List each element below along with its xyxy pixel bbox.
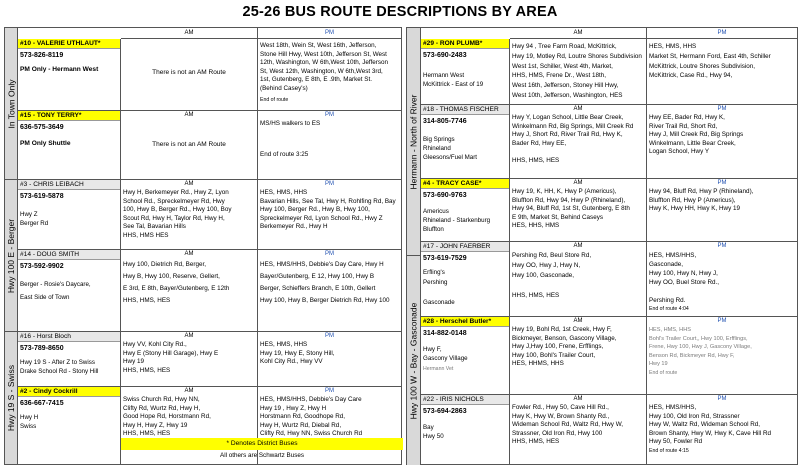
pm-column-header: PM bbox=[258, 28, 401, 39]
route-area: Americus Rhineland - Starkenburg Bluffton bbox=[423, 208, 491, 233]
am-subheader: AM bbox=[184, 112, 194, 118]
driver-name: #17 - JOHN FAERBER bbox=[421, 242, 509, 252]
route-row bbox=[18, 332, 401, 387]
driver-name: #18 - THOMAS FISCHER bbox=[421, 105, 509, 115]
am-route-text: Hwy H, Berkemeyer Rd., Hwy Z, Lyon School Rd., Spreckelmeyer Rd, Hwy 100, Hwy B, Berger Rd., Hwy 100, Boy Scout Rd, Hwy H, Taylor Rd, Hwy H, See Tal, Bavarian Hills HHS, HMS HES bbox=[123, 189, 232, 239]
pm-route-cell bbox=[647, 242, 797, 316]
driver-phone: 573-592-9902 bbox=[20, 263, 64, 270]
route-area: Erfling's Pershing Gasconade bbox=[423, 269, 455, 306]
pm-route-text: HES, HMS, HHS Bohl's Trailer Court,, Hwy 100, Erfflings, Frene, Hwy 100, Hwy J, Gascony Village, Benson Rd, Bickmeyer Rd, Hwy F, Hwy 19 bbox=[649, 327, 752, 368]
pm-route-text: West 18th, Wein St, West 16th, Jefferson, Stone Hill Hwy, West 10th, Jefferson St, West 12th, Washington, W 6th,West 10th, Jefferson St, West 12th, Washington, W 6th,West 3rd, 1st, Gutenberg, E 8th, E .9th, Market St. (Behind Casey's) bbox=[260, 42, 388, 92]
pm-subheader: PM bbox=[325, 112, 334, 118]
pm-subheader: PM bbox=[717, 396, 727, 402]
driver-cell bbox=[421, 179, 510, 241]
am-route-text: Swiss Church Rd, Hwy NN, Clifty Rd, Wurtz Rd, Hwy H, Good Hope Rd, Horstmann Rd, Hwy H, Hwy Z, Hwy 19 HHS, HMS, HES bbox=[123, 396, 211, 438]
route-row bbox=[421, 105, 797, 179]
driver-cell bbox=[18, 387, 121, 465]
route-row bbox=[421, 317, 797, 395]
driver-cell bbox=[18, 180, 121, 249]
am-subheader: AM bbox=[573, 243, 583, 249]
am-subheader: AM bbox=[184, 251, 194, 257]
group-hwy-19-s-swiss: Hwy 19 S - Swiss bbox=[5, 332, 18, 465]
pm-route-cell bbox=[258, 39, 401, 110]
driver-cell bbox=[18, 332, 121, 386]
driver-phone: 573-619-7529 bbox=[423, 255, 467, 262]
group-hwy-100-w-bay-gasconade: Hwy 100 W - Bay - Gasconade bbox=[407, 256, 421, 465]
am-route-text: Hwy 19, Bohl Rd, 1st Creek, Hwy F, Bickmeyer, Benson, Gascony Village, Hwy J,Hwy 100, Frene, Erfflings, Hwy 100, Bohl's Trailer Court, HES, HHMS, HHS bbox=[512, 326, 617, 368]
pm-route-text: HES, HMS, HHS Market St, Hermann Ford, East 4th, Schiller McKittrick, Loutre Shores Subdivision, McKittrick, Case Rd., Hwy 94, bbox=[649, 43, 771, 80]
end-of-route-note: End of route bbox=[649, 369, 678, 376]
route-area-note: Hermann Vet bbox=[423, 366, 454, 372]
am-route-text: Hwy 94 , Tree Farm Road, McKittrick, Hwy 19, Motley Rd, Loutre Shores Subdivision West 1st, Schiller, West 4th, Market, HHS, HMS, Frene Dr., West 18th, West 16th, Jefferson, Stoney Hill Hwy, West 10th, Jefferson, Washington, HES bbox=[512, 43, 642, 99]
driver-name: #14 - DOUG SMITH bbox=[18, 250, 120, 260]
driver-name: #22 - IRIS NICHOLS bbox=[421, 395, 509, 405]
am-column-header: AM bbox=[510, 28, 647, 39]
pm-route-cell bbox=[647, 317, 797, 394]
driver-phone: 573-690-2483 bbox=[423, 52, 467, 59]
route-area: Hwy F, Gascony Village bbox=[423, 346, 468, 362]
am-route-text: Pershing Rd, Beul Store Rd, Hwy OO, Hwy J, Hwy N, Hwy 100, Gasconade, HHS, HMS, HES bbox=[512, 252, 592, 299]
am-subheader: AM bbox=[184, 388, 194, 394]
pm-route-cell bbox=[647, 105, 797, 178]
am-route-text: There is not an AM Route bbox=[152, 141, 226, 148]
am-route-cell bbox=[510, 395, 647, 465]
pm-route-cell bbox=[647, 39, 797, 104]
pm-subheader: PM bbox=[325, 333, 334, 339]
end-of-route-note: End of route bbox=[260, 96, 289, 103]
driver-phone: 573-619-5878 bbox=[20, 193, 64, 200]
pm-route-text: Hwy EE, Bader Rd, Hwy K, River Trail Rd, Short Rd, Hwy J, Mill Creek Rd, Big Springs Winkelmann, Little Bear Creek, Logan School, Hwy Y bbox=[649, 114, 744, 156]
am-subheader: AM bbox=[573, 318, 583, 324]
driver-cell bbox=[421, 39, 510, 104]
driver-cell bbox=[421, 317, 510, 394]
driver-cell bbox=[421, 105, 510, 178]
am-route-cell bbox=[121, 111, 258, 179]
left-route-table bbox=[4, 27, 402, 465]
pm-route-text: MS/HS walkers to ES bbox=[260, 120, 321, 127]
am-route-cell bbox=[121, 180, 258, 249]
am-subheader: AM bbox=[184, 333, 194, 339]
am-subheader: AM bbox=[184, 181, 194, 187]
driver-name: #29 - RON PLUMB* bbox=[421, 39, 509, 49]
driver-phone: 573-789-8650 bbox=[20, 345, 64, 352]
schwartz-bus-legend: All others are Schwartz Buses bbox=[220, 452, 304, 459]
am-route-cell bbox=[121, 250, 258, 331]
driver-name: #10 - VALERIE UTHLAUT* bbox=[18, 39, 120, 49]
pm-route-text: HES, HMS, HHS Hwy 19, Hwy E, Stony Hill, Kohl City Rd., Hwy VV bbox=[260, 341, 335, 366]
pm-column-header: PM bbox=[647, 28, 797, 39]
pm-route-text: HES, HMS/HHS, Hwy 100, Old Iron Rd, Strassner Hwy W, Waltz Rd, Wideman School Rd, Brown Shanty, Hwy W, Hwy K, Cave Hill Rd Hwy 50, Fowler Rd bbox=[649, 404, 772, 446]
am-subheader: AM bbox=[573, 106, 583, 112]
route-area: PM Only Shuttle bbox=[20, 140, 71, 147]
am-route-text: Hwy 100, Dietrich Rd, Berger, Hwy B, Hwy 100, Reserve, Gellert, E 3rd, E 8th, Bayer/Gutenberg, E 12th HHS, HMS, HES bbox=[123, 261, 230, 304]
pm-subheader: PM bbox=[325, 181, 334, 187]
am-route-cell bbox=[121, 39, 258, 110]
route-area: Bay Hwy 50 bbox=[423, 424, 444, 440]
driver-phone: 573-694-2863 bbox=[423, 408, 467, 415]
driver-name: #4 - TRACY CASE* bbox=[421, 179, 509, 189]
end-of-route-note: End of route 4:04 bbox=[649, 306, 689, 312]
route-row bbox=[18, 250, 401, 332]
end-of-route-note: End of route 4:15 bbox=[649, 447, 689, 454]
driver-name: #16 - Horst Bloch bbox=[18, 332, 120, 342]
pm-subheader: PM bbox=[325, 388, 334, 394]
right-route-table bbox=[406, 27, 798, 465]
pm-subheader: PM bbox=[717, 318, 727, 324]
route-row bbox=[421, 39, 797, 105]
am-route-text: Hwy 19, K, HH, K, Hwy P (Americus), Bluffton Rd, Hwy 94, Hwy P (Rhineland), Hwy 94, Bluff Rd, 1st St, Gutenberg, E 8th E 9th, Market St, Behind Caseys HES, HHS, HMS bbox=[512, 188, 630, 230]
driver-phone: 314-882-0148 bbox=[423, 330, 467, 337]
driver-cell bbox=[421, 242, 510, 316]
route-row bbox=[421, 395, 797, 465]
pm-route-cell bbox=[647, 179, 797, 241]
driver-name: #3 - CHRIS LEIBACH bbox=[18, 180, 120, 190]
am-route-text: There is not an AM Route bbox=[152, 69, 226, 76]
am-subheader: AM bbox=[573, 180, 583, 186]
driver-cell bbox=[18, 250, 121, 331]
driver-phone: 314-805-7746 bbox=[423, 118, 467, 125]
pm-route-cell bbox=[258, 111, 401, 179]
driver-cell bbox=[421, 395, 510, 465]
route-area: Big Springs Rhineland Gleesons/Fuel Mart bbox=[423, 136, 477, 161]
end-of-route-note: End of route 3:25 bbox=[260, 150, 309, 158]
driver-phone: 573-690-9763 bbox=[423, 192, 467, 199]
am-route-text: Hwy Y, Logan School, Little Bear Creek, Winkelmann Rd, Big Springs, Mill Creek Rd Hwy J, Short Rd, River Trail Rd, Hwy K, Bader Rd, Hwy EE, HHS, HMS, HES bbox=[512, 114, 634, 164]
am-route-text: Hwy VV, Kohl City Rd., Hwy E (Stony Hill Garage), Hwy E Hwy 19 HHS, HMS, HES bbox=[123, 341, 219, 374]
driver-phone: 573-826-8119 bbox=[20, 52, 64, 59]
group-hermann-north-of-river: Hermann - North of River bbox=[407, 28, 421, 256]
route-area: Berger - Rosie's Daycare, East Side of Town bbox=[20, 281, 91, 301]
route-area: Hermann West McKittrick - East of 19 bbox=[423, 72, 484, 88]
driver-name: #2 - Cindy Cockrill bbox=[18, 387, 120, 397]
am-route-cell bbox=[510, 39, 647, 104]
am-column-header: AM bbox=[121, 28, 258, 39]
pm-subheader: PM bbox=[717, 243, 727, 249]
pm-route-cell bbox=[258, 180, 401, 249]
driver-cell bbox=[18, 39, 121, 110]
pm-route-text: HES, HMS/HHS, Gasconade, Hwy 100, Hwy N, Hwy J, Hwy OO, Buel Store Rd., Pershing Rd. bbox=[649, 252, 719, 304]
am-route-cell bbox=[510, 242, 647, 316]
group-hwy-100-e-berger: Hwy 100 E - Berger bbox=[5, 180, 18, 332]
pm-route-cell bbox=[258, 332, 401, 386]
pm-route-cell bbox=[647, 395, 797, 465]
pm-subheader: PM bbox=[717, 180, 727, 186]
driver-name: #15 - TONY TERRY* bbox=[18, 111, 120, 121]
group-in-town-only: In Town Only bbox=[5, 28, 18, 180]
route-area: PM Only - Hermann West bbox=[20, 66, 99, 73]
driver-name: #28 - Herschel Butler* bbox=[421, 317, 509, 327]
pm-subheader: PM bbox=[325, 251, 334, 257]
pm-route-cell bbox=[258, 250, 401, 331]
am-route-cell bbox=[510, 179, 647, 241]
am-subheader: AM bbox=[573, 396, 583, 402]
driver-cell bbox=[18, 111, 121, 179]
legend bbox=[121, 438, 403, 466]
route-row bbox=[18, 111, 401, 180]
am-route-text: Fowler Rd., Hwy 50, Cave Hill Rd., Hwy K, Hwy W, Brown Shanty Rd., Wideman School Rd, Waltz Rd, Hwy W, Strassner, Old Iron Rd, Hwy 100 HHS, HMS, HES bbox=[512, 404, 624, 446]
driver-phone: 636-667-7415 bbox=[20, 400, 64, 407]
pm-route-text: HES, HMS/HHS, Debbie's Day Care, Hwy H Bayer/Gutenberg, E 12, Hwy 100, Hwy B Berger, Schieffers Branch, E 10th, Gellert Hwy 100, Hwy B, Berger Dietrich Rd, Hwy 100 bbox=[260, 261, 390, 304]
route-row bbox=[18, 39, 401, 111]
route-row bbox=[421, 242, 797, 317]
pm-route-text: HES, HMS, HHS Bavarian Hills, See Tal, Hwy H, Rohlfing Rd, Bay Hwy 100, Berger Rd., Hwy B, Hwy 100, Spreckelmeyer Rd, Lyon School Rd., Hwy Z Berkemeyer Rd., Hwy H bbox=[260, 189, 396, 231]
route-area: Hwy 19 S - After Z to Swiss Drake School Rd - Stony Hill bbox=[20, 359, 99, 375]
pm-route-text: HES, HMS/HHS, Debbie's Day Care Hwy 19 , Hwy Z, Hwy H Horstmann Rd, Goodhope Rd, Hwy H, Wurtz Rd, Diebal Rd, Clifty Rd, Hwy NN, Swiss Church Rd bbox=[260, 396, 363, 438]
pm-route-text: Hwy 94, Bluff Rd, Hwy P (Rhineland), Bluffton Rd, Hwy P (Americus), Hwy K, Hwy HH, Hwy K, Hwy 19 bbox=[649, 188, 754, 213]
am-route-cell bbox=[510, 317, 647, 394]
route-area: Hwy H Swiss bbox=[20, 414, 39, 430]
route-row bbox=[18, 180, 401, 250]
driver-phone: 636-575-3649 bbox=[20, 124, 64, 131]
district-bus-legend: * Denotes District Buses bbox=[121, 438, 403, 450]
route-row bbox=[421, 179, 797, 242]
am-route-cell bbox=[510, 105, 647, 178]
pm-subheader: PM bbox=[717, 106, 727, 112]
am-route-cell bbox=[121, 332, 258, 386]
route-area: Hwy Z Berger Rd bbox=[20, 211, 49, 227]
page-title: 25-26 BUS ROUTE DESCRIPTIONS BY AREA bbox=[242, 4, 558, 20]
